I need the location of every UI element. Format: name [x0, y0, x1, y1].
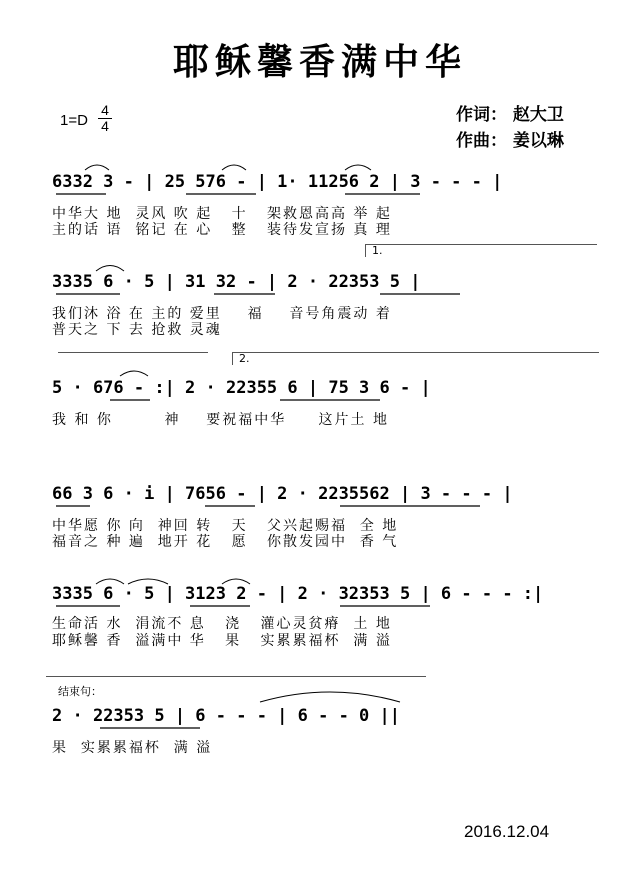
time-signature-bottom: 4 [101, 118, 109, 134]
tie-arc [128, 579, 168, 584]
tie-arc [345, 165, 371, 170]
notation-row-2: 3335 6 · 5 | 31 32 - | 2 · 22353 5 | [52, 272, 421, 292]
ending-label: 结束句： [58, 685, 102, 698]
notation-row-4: 66 3 6 · i | 7656 - | 2 · 2235562 | 3 - - - | [52, 484, 513, 504]
volta-bracket-2: 2. [232, 352, 599, 365]
time-signature-top: 4 [98, 103, 112, 119]
lyrics-row-1-verse-2: 主的话 语 铭记 在 心 整 装待发宣扬 真 理 [52, 222, 392, 238]
tie-arc [96, 579, 124, 584]
notation-row-3: 5 · 676 - :| 2 · 22355 6 | 75 3 6 - | [52, 378, 431, 398]
lyrics-row-5-verse-2: 耶稣馨 香 溢满中 华 果 实累累福杯 满 溢 [52, 633, 392, 649]
volta-bracket-1: 1. [365, 244, 597, 257]
lyrics-row-1-verse-1: 中华大 地 灵风 吹 起 十 架救恩高高 举 起 [52, 206, 392, 222]
lyrics-row-4-verse-1: 中华愿 你 向 神回 转 天 父兴起赐福 全 地 [52, 518, 399, 534]
tie-arc [120, 371, 148, 376]
tie-arc [85, 165, 109, 170]
key-signature: 1=D [60, 112, 88, 129]
tie-arc [222, 165, 246, 170]
lyricist-credit: 作词： 赵大卫 [456, 105, 564, 125]
date-stamp: 2016.12.04 [464, 822, 550, 841]
tie-arc [260, 692, 400, 702]
tie-arc [222, 579, 250, 584]
song-title: 耶稣馨香满中华 [172, 41, 467, 83]
notation-row-5: 3335 6 · 5 | 3123 2 - | 2 · 32353 5 | 6 - - - :| [52, 584, 544, 604]
tie-arc [96, 266, 124, 272]
lyrics-row-2-verse-1: 我们沐 浴 在 主的 爱里 福 音号角震动 着 [52, 306, 392, 322]
composer-credit: 作曲： 姜以琳 [456, 131, 564, 151]
lyrics-row-4-verse-2: 福音之 种 遍 地开 花 愿 你散发园中 香 气 [52, 534, 399, 550]
notation-row-1: 6332 3 - | 25 576 - | 1· 11256 2 | 3 - - - | [52, 172, 503, 192]
lyrics-row-2-verse-2: 普天之 下 去 抢救 灵魂 [52, 322, 222, 338]
lyrics-row-5-verse-1: 生命活 水 涓流不 息 浇 灌心灵贫瘠 土 地 [52, 616, 392, 632]
lyrics-row-3-verse-1: 我 和 你 神 要祝福中华 这片土 地 [52, 412, 390, 428]
lyrics-row-6-verse-1: 果 实累累福杯 满 溢 [52, 740, 213, 756]
notation-row-6: 2 · 22353 5 | 6 - - - | 6 - - 0 || [52, 706, 400, 726]
